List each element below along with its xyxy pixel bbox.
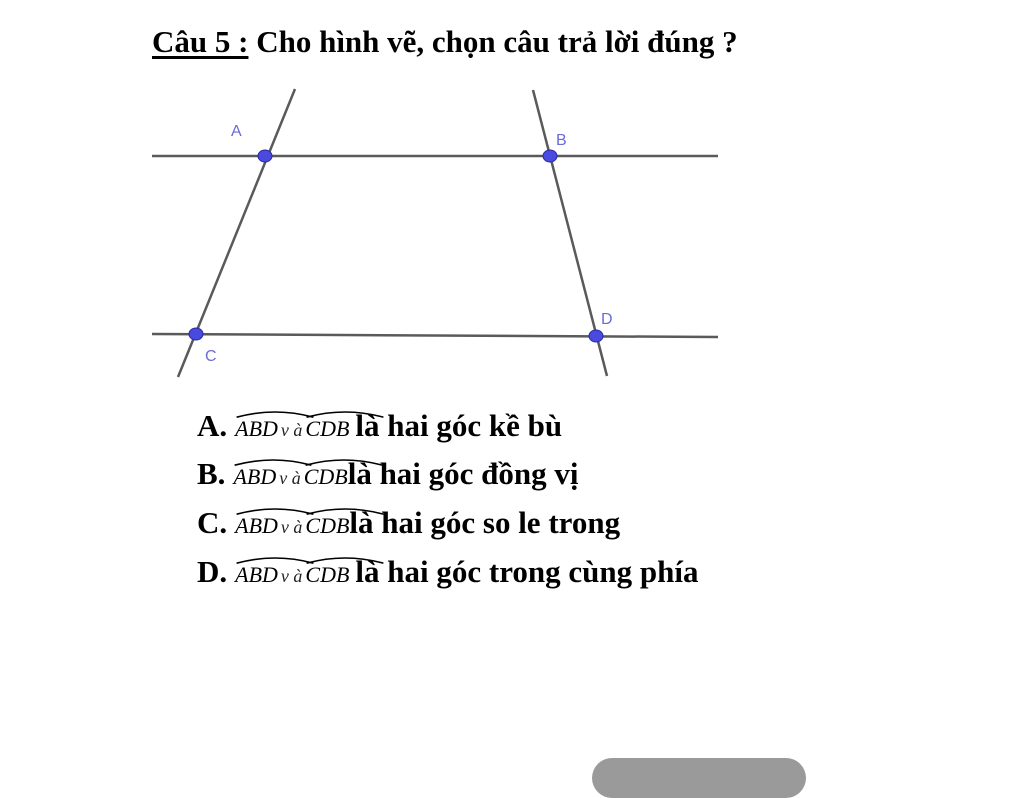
point-b bbox=[543, 150, 557, 162]
option-letter: C. bbox=[197, 505, 228, 540]
angle-abd: ABD bbox=[235, 416, 278, 442]
arc-hat-icon bbox=[305, 507, 385, 515]
conjunction: v à bbox=[280, 566, 303, 586]
option-letter: D. bbox=[197, 554, 228, 589]
arc-hat-icon bbox=[235, 556, 315, 564]
arc-hat-icon bbox=[305, 556, 385, 564]
label-b: B bbox=[556, 132, 567, 149]
option-text: là hai góc so le trong bbox=[349, 505, 621, 540]
line-cd bbox=[152, 334, 718, 337]
option-text: là hai góc kề bù bbox=[355, 408, 563, 443]
angle-cdb: CDB bbox=[304, 464, 348, 490]
label-a: A bbox=[231, 123, 242, 140]
conjunction: v à bbox=[279, 468, 301, 488]
angle-cdb: CDB bbox=[305, 562, 349, 588]
point-c bbox=[189, 328, 203, 340]
angle-abd: ABD bbox=[233, 464, 276, 490]
option-text: là hai góc đồng vị bbox=[347, 456, 579, 491]
conjunction: v à bbox=[280, 517, 303, 537]
arc-hat-icon bbox=[305, 410, 385, 418]
option-letter: A. bbox=[197, 408, 228, 443]
angle-cdb: CDB bbox=[305, 513, 349, 539]
arc-hat-icon bbox=[233, 458, 313, 466]
point-a bbox=[258, 150, 272, 162]
option-a[interactable] bbox=[197, 408, 562, 444]
question-text: Cho hình vẽ, chọn câu trả lời đúng ? bbox=[248, 24, 738, 59]
arc-hat-icon bbox=[235, 507, 315, 515]
home-indicator-bar[interactable] bbox=[592, 758, 806, 798]
arc-hat-icon bbox=[235, 410, 315, 418]
option-text: là hai góc trong cùng phía bbox=[355, 554, 699, 589]
option-d[interactable] bbox=[197, 554, 698, 590]
angle-abd: ABD bbox=[235, 513, 278, 539]
arc-hat-icon bbox=[304, 458, 384, 466]
angle-cdb: CDB bbox=[305, 416, 349, 442]
conjunction: v à bbox=[280, 420, 303, 440]
label-c: C bbox=[205, 348, 217, 365]
angle-abd: ABD bbox=[235, 562, 278, 588]
option-letter: B. bbox=[197, 456, 226, 491]
question-number: Câu 5 : bbox=[152, 24, 249, 59]
option-c[interactable] bbox=[197, 505, 620, 541]
point-d bbox=[589, 330, 603, 342]
label-d: D bbox=[601, 311, 613, 328]
option-b[interactable] bbox=[197, 456, 579, 492]
